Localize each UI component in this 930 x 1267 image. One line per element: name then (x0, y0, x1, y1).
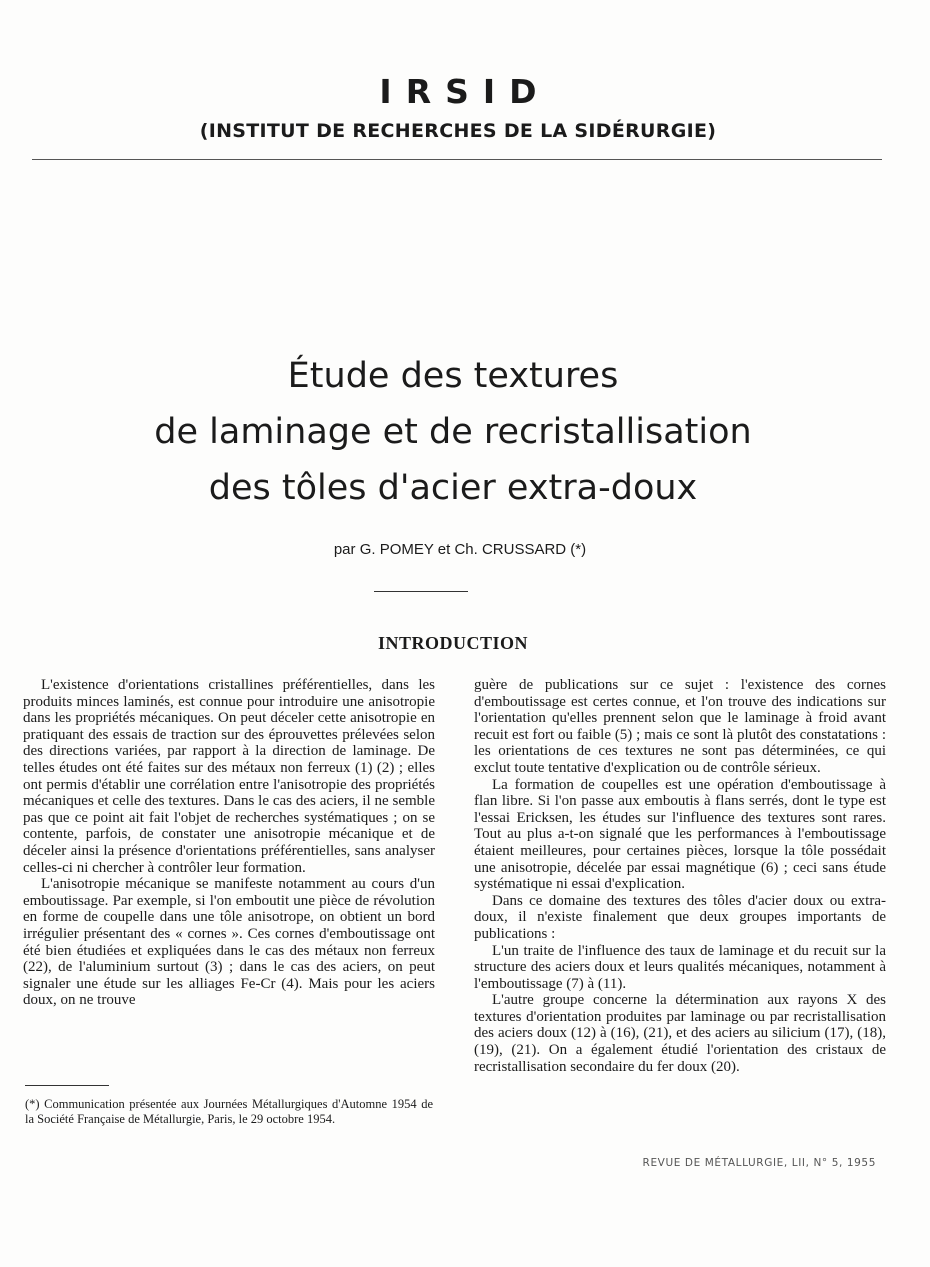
left-column (23, 677, 435, 1009)
paragraph: Dans ce domaine des textures des tôles d'acier doux ou extra-doux, il n'existe finalement que deux groupes importants de publications : (474, 892, 886, 942)
article-title-line-1: Étude des textures (287, 356, 619, 396)
paragraph: L'anisotropie mécanique se manifeste notamment au cours d'un emboutissage. Par exemple, si l'on emboutit une pièce de révolution en forme de coupelle dans une tôle anisotrope, on obtient un bord irrégulier présentant des « cornes ». Ces cornes d'emboutissage ont été bien étudiées et expliquées dans le cas des métaux non ferreux (22), de l'aluminium surtout (3) ; dans le cas des aciers, on peut signaler une étude sur les alliages Fe-Cr (4). Mais pour les aciers doux, on ne trouve (23, 876, 435, 1009)
paragraph: L'un traite de l'influence des taux de laminage et du recuit sur la structure des aciers doux et leurs qualités mécaniques, notamment à l'emboutissage (7) à (11). (474, 942, 886, 992)
right-column (474, 677, 886, 1075)
paragraph: L'existence d'orientations cristallines préférentielles, dans les produits minces laminés, est connue pour introduire une anisotropie dans les propriétés mécaniques. On peut déceler cette anisotropie en pratiquant des essais de traction sur des éprouvettes prélevées selon des directions variées, par rapport à la direction de laminage. De telles études ont été faites sur des métaux non ferreux (1) (2) ; elles ont permis d'établir une corrélation entre l'anisotropie des propriétés mécaniques et celle des textures. Dans le cas des aciers, il ne semble pas que ce point ait fait l'objet de recherches systématiques ; on se contente, parfois, de constater une anisotropie mécanique et de déceler ainsi la présence d'orientations préférentielles, sans analyser celles-ci ni chercher à contrôler leur formation. (23, 677, 435, 876)
byline-divider (374, 591, 468, 592)
header-divider (32, 159, 882, 160)
article-title (0, 348, 906, 516)
section-heading: INTRODUCTION (377, 633, 529, 653)
paragraph: La formation de coupelles est une opération d'emboutissage à flan libre. Si l'on passe aux emboutis à flans serrés, dont le type est l'essai Ericksen, les études sur l'influence des textures sont rares. Tout au plus a-t-on signalé que les performances à l'emboutissage étaient meilleures, pour certaines pièces, lorsque la tôle possédait une anisotropie, décelée par essai magnétique (6) ; ceci sans étude systématique ni essai d'explication. (474, 776, 886, 893)
running-footer: REVUE DE MÉTALLURGIE, LII, N° 5, 1955 (642, 1157, 876, 1169)
article-byline: par G. POMEY et Ch. CRUSSARD (*) (333, 541, 587, 558)
footnote-divider (25, 1085, 109, 1086)
institute-subtitle: (INSTITUT DE RECHERCHES DE LA SIDÉRURGIE) (199, 120, 717, 142)
footnote: (*) Communication présentée aux Journées Métallurgiques d'Automne 1954 de la Société Française de Métallurgie, Paris, le 29 octobre 1954. (25, 1097, 433, 1126)
paragraph: L'autre groupe concerne la détermination aux rayons X des textures d'orientation produites par laminage ou par recristallisation des aciers doux (12) à (16), (21), et des aciers au silicium (17), (18), (19), (21). On a également étudié l'orientation des cristaux de recristallisation secondaire du fer doux (20). (474, 992, 886, 1075)
article-title-line-3: des tôles d'acier extra-doux (208, 468, 698, 508)
paragraph: guère de publications sur ce sujet : l'existence des cornes d'emboutissage est certes connue, et l'on trouve des indications sur l'orientation qu'elles prennent selon que le laminage à froid avant recuit est fort ou faible (5) ; mais ce sont là plutôt des constatations : les orientations de ces textures ne sont pas déterminées, ce qui exclut toute tentative d'explication ou de contrôle sérieux. (474, 677, 886, 776)
article-title-line-2: de laminage et de recristallisation (154, 412, 752, 452)
institute-title: IRSID (379, 72, 551, 111)
